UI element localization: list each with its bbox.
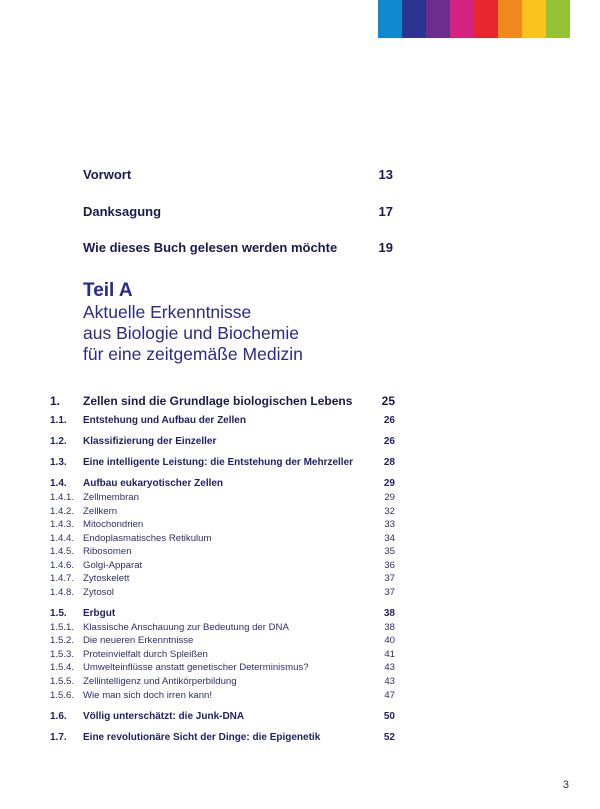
- toc-page: 43: [384, 676, 395, 687]
- toc-front-title: Vorwort: [83, 167, 132, 182]
- color-swatch: [426, 0, 450, 38]
- toc-number: 1.5.4.: [50, 662, 75, 673]
- toc-title: Umwelteinflüsse anstatt genetischer Determinismus?: [83, 662, 309, 673]
- color-swatch: [378, 0, 402, 38]
- toc-page: 37: [384, 573, 395, 584]
- toc-page: 38: [383, 608, 395, 619]
- toc-page: 41: [384, 649, 395, 660]
- toc-number: 1.4.5.: [50, 546, 75, 557]
- toc-number: 1.4.8.: [50, 587, 75, 598]
- toc-number: 1.4.4.: [50, 533, 75, 544]
- toc-row[interactable]: [50, 587, 395, 598]
- toc-number: 1.4.2.: [50, 506, 75, 517]
- toc-page: 36: [384, 560, 395, 571]
- toc-title: Zytoskelett: [83, 573, 130, 584]
- toc-front-danksagung[interactable]: [83, 204, 393, 219]
- toc-page: 43: [384, 662, 395, 673]
- toc-row[interactable]: [50, 573, 395, 584]
- color-swatch: [546, 0, 570, 38]
- toc-front-lesen[interactable]: [83, 240, 393, 255]
- toc-title: Zellkern: [83, 506, 118, 517]
- toc-page: 28: [383, 457, 395, 468]
- toc-page: 33: [384, 519, 395, 530]
- toc-number: 1.4.3.: [50, 519, 75, 530]
- toc-title: Endoplasmatisches Retikulum: [83, 533, 212, 544]
- toc-row[interactable]: [50, 394, 395, 408]
- toc-title: Entstehung und Aufbau der Zellen: [83, 415, 246, 426]
- toc-number: 1.6.: [50, 711, 67, 722]
- toc-row[interactable]: [50, 608, 395, 619]
- toc-title: Klassische Anschauung zur Bedeutung der DNA: [83, 622, 289, 633]
- toc-number: 1.4.6.: [50, 560, 75, 571]
- toc-row[interactable]: [50, 506, 395, 517]
- toc-number: 1.4.7.: [50, 573, 75, 584]
- toc-number: 1.5.6.: [50, 690, 75, 701]
- toc-title: Zellintelligenz und Antikörperbildung: [83, 676, 237, 687]
- toc-row[interactable]: [50, 662, 395, 673]
- toc-front-page: 17: [378, 204, 393, 219]
- toc-page: 26: [383, 436, 395, 447]
- toc-number: 1.: [50, 394, 61, 408]
- toc-title: Golgi-Apparat: [83, 560, 143, 571]
- toc-front-page: 19: [378, 240, 393, 255]
- toc-number: 1.3.: [50, 457, 67, 468]
- toc-title: Ribosomen: [83, 546, 132, 557]
- part-subtitle-line: Aktuelle Erkenntnisse: [83, 302, 252, 322]
- toc-number: 1.7.: [50, 732, 67, 743]
- toc-title: Klassifizierung der Einzeller: [83, 436, 217, 447]
- toc-front-vorwort[interactable]: [83, 167, 393, 182]
- toc-front-title: Wie dieses Buch gelesen werden möchte: [83, 240, 338, 255]
- toc-page: 29: [383, 478, 395, 489]
- toc-number: 1.5.: [50, 608, 67, 619]
- toc-title: Eine revolutionäre Sicht der Dinge: die Epigenetik: [83, 732, 321, 743]
- toc-page: 26: [383, 415, 395, 426]
- toc-title: Proteinvielfalt durch Spleißen: [83, 649, 208, 660]
- color-swatch: [450, 0, 474, 38]
- toc-row[interactable]: [50, 676, 395, 687]
- toc-title: Zellen sind die Grundlage biologischen Lebens: [83, 394, 353, 408]
- toc-row[interactable]: [50, 415, 395, 426]
- toc-number: 1.2.: [50, 436, 67, 447]
- toc-row[interactable]: [50, 649, 395, 660]
- toc-front-title: Danksagung: [83, 204, 162, 219]
- part-heading: [83, 280, 303, 365]
- toc-page: 29: [384, 492, 395, 503]
- toc-row[interactable]: [50, 519, 395, 530]
- toc-row[interactable]: [50, 732, 395, 743]
- toc-row[interactable]: [50, 478, 395, 489]
- toc-number: 1.5.1.: [50, 622, 75, 633]
- part-subtitle-line: für eine zeitgemäße Medizin: [83, 344, 303, 364]
- toc-number: 1.5.5.: [50, 676, 75, 687]
- toc-page: 34: [384, 533, 395, 544]
- color-bar: [378, 0, 570, 38]
- toc-page: 52: [383, 732, 395, 743]
- toc-title: Eine intelligente Leistung: die Entstehung der Mehrzeller: [83, 457, 354, 468]
- toc-title: Zytosol: [83, 587, 114, 598]
- toc-title: Wie man sich doch irren kann!: [83, 690, 213, 701]
- toc-page: 47: [384, 690, 395, 701]
- toc-page: 32: [384, 506, 395, 517]
- toc-title: Völlig unterschätzt: die Junk-DNA: [83, 711, 245, 722]
- toc-page: 37: [384, 587, 395, 598]
- toc-number: 1.5.3.: [50, 649, 75, 660]
- toc-page: 35: [384, 546, 395, 557]
- toc-title: Mitochondrien: [83, 519, 144, 530]
- toc-row[interactable]: [50, 546, 395, 557]
- color-swatch: [498, 0, 522, 38]
- toc-number: 1.4.: [50, 478, 67, 489]
- toc-number: 1.1.: [50, 415, 67, 426]
- page-number: 3: [562, 779, 569, 791]
- toc-row[interactable]: [50, 560, 395, 571]
- toc-row[interactable]: [50, 690, 395, 701]
- toc-title: Aufbau eukaryotischer Zellen: [83, 478, 224, 489]
- color-swatch: [474, 0, 498, 38]
- toc-row[interactable]: [50, 492, 395, 503]
- color-swatch: [522, 0, 546, 38]
- toc-row[interactable]: [50, 635, 395, 646]
- toc-row[interactable]: [50, 457, 395, 468]
- toc-row[interactable]: [50, 436, 395, 447]
- toc-number: 1.5.2.: [50, 635, 75, 646]
- toc-row[interactable]: [50, 711, 395, 722]
- toc-page: 40: [384, 635, 395, 646]
- toc-page: 25: [381, 394, 395, 408]
- toc-row[interactable]: [50, 622, 395, 633]
- toc-page: 38: [384, 622, 395, 633]
- color-swatch: [402, 0, 426, 38]
- toc-page: 50: [383, 711, 395, 722]
- part-title: Teil A: [83, 280, 133, 301]
- toc-number: 1.4.1.: [50, 492, 75, 503]
- toc-title: Die neueren Erkenntnisse: [83, 635, 194, 646]
- toc-title: Erbgut: [83, 608, 116, 619]
- toc-front-page: 13: [378, 167, 393, 182]
- part-subtitle-line: aus Biologie und Biochemie: [83, 323, 299, 343]
- toc-row[interactable]: [50, 533, 395, 544]
- toc-title: Zellmembran: [83, 492, 139, 503]
